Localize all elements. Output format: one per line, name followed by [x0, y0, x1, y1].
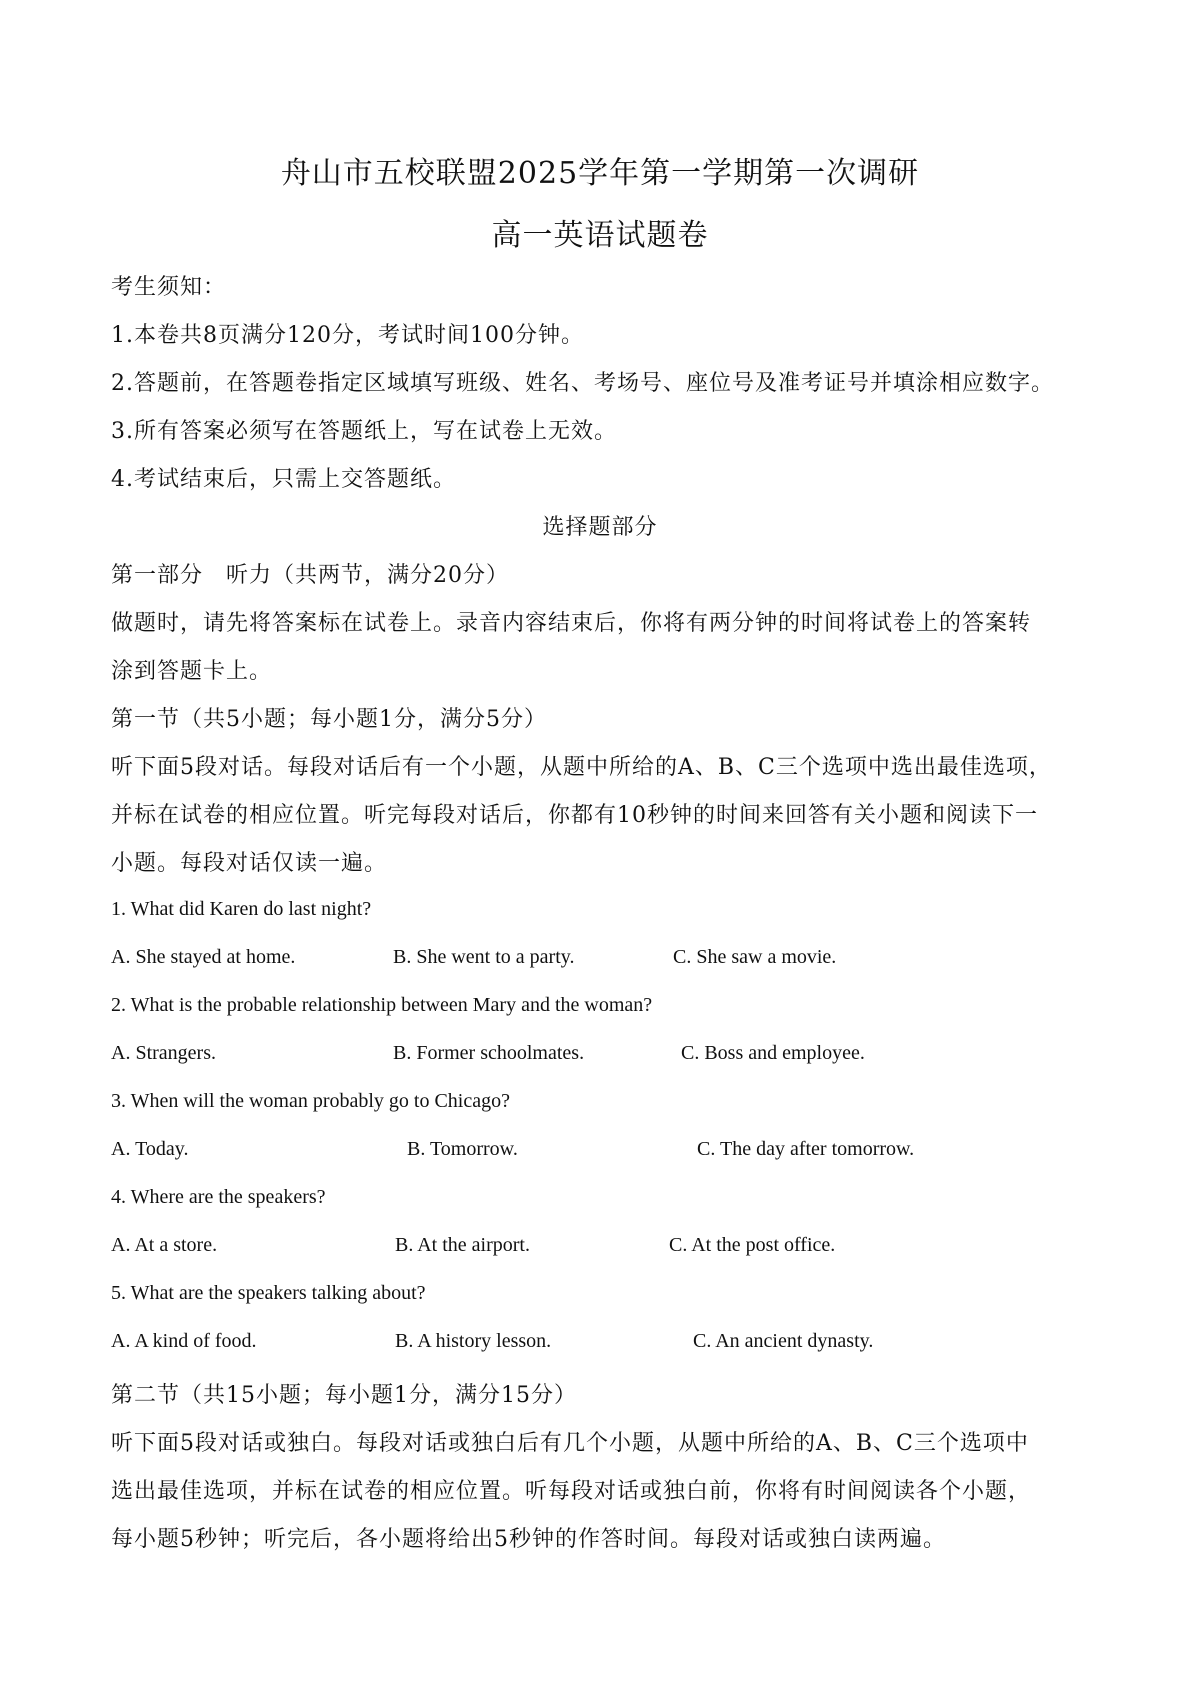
option-b: B. Tomorrow.: [407, 1138, 518, 1160]
notice-item-4: 4.考试结束后，只需上交答题纸。: [111, 467, 456, 492]
question-2-options: [111, 1042, 1111, 1068]
question-1: 1. What did Karen do last night?: [111, 898, 372, 920]
section2-instruction-line3: 每小题5秒钟；听完后，各小题将给出5秒钟的作答时间。每段对话或独白读两遍。: [111, 1527, 946, 1552]
notice-item-1: 1.本卷共8页满分120分，考试时间100分钟。: [111, 323, 584, 348]
section2-instruction-line2: 选出最佳选项，并标在试卷的相应位置。听每段对话或独白前，你将有时间阅读各个小题，: [111, 1479, 1032, 1504]
section-heading-choice: 选择题部分: [542, 515, 658, 540]
exam-subtitle: 高一英语试题卷: [491, 218, 709, 253]
option-a: A. She stayed at home.: [111, 946, 296, 968]
question-4-options: [111, 1234, 1111, 1260]
notice-item-2: 2.答题前，在答题卷指定区域填写班级、姓名、考场号、座位号及准考证号并填涂相应数字。: [111, 371, 1054, 396]
option-c: C. At the post office.: [669, 1234, 836, 1256]
exam-title: 舟山市五校联盟2025学年第一学期第一次调研: [280, 156, 920, 191]
part1-instruction-line1: 做题时，请先将答案标在试卷上。录音内容结束后，你将有两分钟的时间将试卷上的答案转: [111, 611, 1032, 636]
option-b: B. Former schoolmates.: [393, 1042, 585, 1064]
option-a: A. At a store.: [111, 1234, 218, 1256]
option-a: A. Today.: [111, 1138, 189, 1160]
notice-item-3: 3.所有答案必须写在答题纸上，写在试卷上无效。: [111, 419, 617, 444]
question-5: 5. What are the speakers talking about?: [111, 1282, 426, 1304]
part1-heading: 第一部分 听力（共两节，满分20分）: [111, 563, 509, 588]
option-a: A. A kind of food.: [111, 1330, 257, 1352]
question-3: 3. When will the woman probably go to Chicago?: [111, 1090, 510, 1112]
option-b: B. A history lesson.: [395, 1330, 552, 1352]
option-c: C. She saw a movie.: [673, 946, 837, 968]
question-3-options: [111, 1138, 1111, 1164]
question-2: 2. What is the probable relationship between Mary and the woman?: [111, 994, 653, 1016]
section1-instruction-line2: 并标在试卷的相应位置。听完每段对话后，你都有10秒钟的时间来回答有关小题和阅读下一: [111, 803, 1038, 828]
notice-heading: 考生须知：: [111, 275, 227, 300]
section1-instruction-line1: 听下面5段对话。每段对话后有一个小题，从题中所给的A、B、C三个选项中选出最佳选项，: [111, 755, 1052, 780]
option-c: C. Boss and employee.: [681, 1042, 865, 1064]
option-c: C. The day after tomorrow.: [697, 1138, 915, 1160]
option-c: C. An ancient dynasty.: [693, 1330, 874, 1352]
option-b: B. She went to a party.: [393, 946, 575, 968]
part1-instruction-line2: 涂到答题卡上。: [111, 659, 273, 684]
section1-instruction-line3: 小题。每段对话仅读一遍。: [111, 851, 388, 876]
question-5-options: [111, 1330, 1111, 1356]
section2-instruction-line1: 听下面5段对话或独白。每段对话或独白后有几个小题，从题中所给的A、B、C三个选项中: [111, 1431, 1029, 1456]
option-b: B. At the airport.: [395, 1234, 530, 1256]
question-1-options: [111, 946, 1111, 972]
section1-heading: 第一节（共5小题；每小题1分，满分5分）: [111, 707, 547, 732]
option-a: A. Strangers.: [111, 1042, 216, 1064]
section2-heading: 第二节（共15小题；每小题1分，满分15分）: [111, 1383, 577, 1408]
question-4: 4. Where are the speakers?: [111, 1186, 326, 1208]
